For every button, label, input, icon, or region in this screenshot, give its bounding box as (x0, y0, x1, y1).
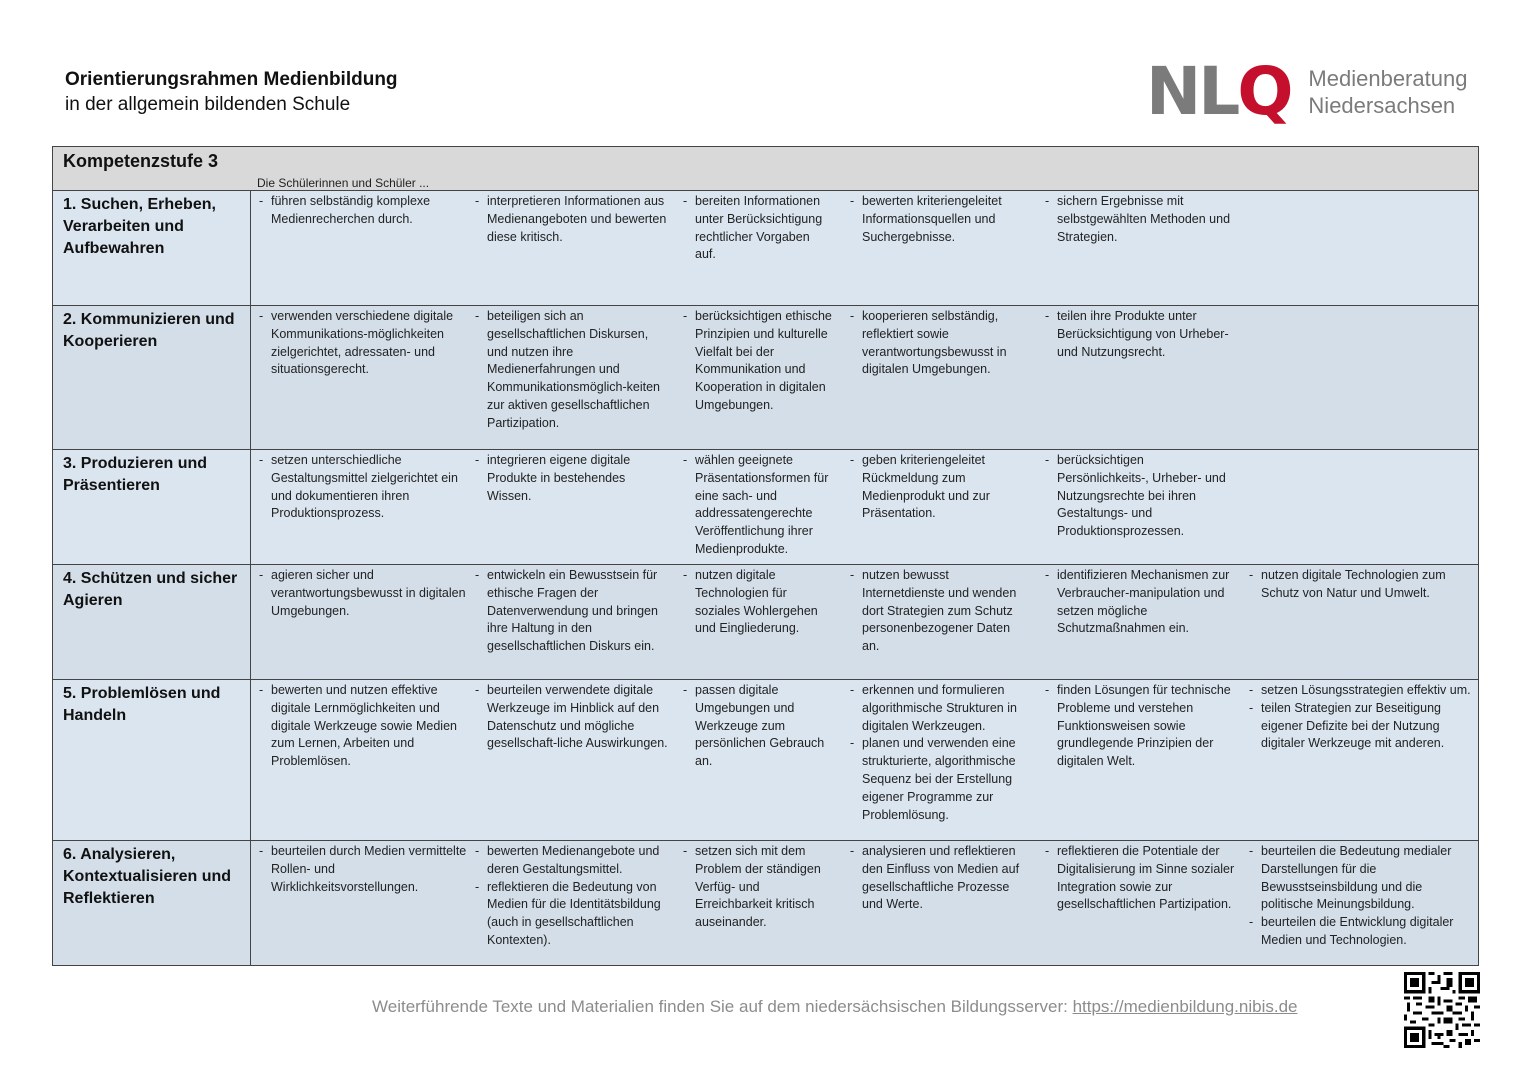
bullet-item: - integrieren eigene digitale Produkte in bestehendes Wissen. (475, 452, 671, 505)
table-cell (683, 567, 833, 638)
row-title: 4. Schützen und sicher Agieren (53, 565, 251, 679)
table-cell (683, 452, 833, 559)
row-title: 3. Produzieren und Präsentieren (53, 450, 251, 564)
table-cell (1045, 843, 1235, 914)
table-cell (259, 452, 469, 523)
bullet-item: - interpretieren Informationen aus Medienangeboten und bewerten diese kritisch. (475, 193, 671, 246)
competency-table (52, 146, 1479, 966)
bullet-item: - nutzen bewusst Internetdienste und wenden dort Strategien zum Schutz personenbezogener Daten an. (850, 567, 1030, 656)
bullet-item: - finden Lösungen für technische Probleme und verstehen Funktionsweisen sowie grundlegende Prinzipien der digitalen Welt. (1045, 682, 1235, 771)
logo-text-line2: Niedersachsen (1308, 93, 1456, 118)
logo-text (1308, 65, 1467, 119)
table-cell (850, 567, 1030, 656)
bullet-item: - agieren sicher und verantwortungsbewusst in digitalen Umgebungen. (259, 567, 469, 620)
table-cell (683, 682, 833, 771)
table-cell (475, 193, 671, 246)
logo-text-line1: Medienberatung (1308, 66, 1468, 91)
table-cell (1249, 843, 1475, 950)
bullet-item: - setzen Lösungsstrategien effektiv um. (1249, 682, 1475, 700)
table-header-row (53, 147, 1478, 191)
logo-letter-n: N (1146, 53, 1199, 130)
logo-letter-q: Q (1237, 53, 1291, 130)
table-row (53, 565, 1478, 680)
logo-letter-l: L (1198, 53, 1238, 130)
table-cell (1045, 308, 1235, 361)
table-cell (850, 308, 1030, 379)
bullet-item: - bereiten Informationen unter Berücksichtigung rechtlicher Vorgaben auf. (683, 193, 833, 264)
table-cell (683, 193, 833, 264)
bullet-item: - reflektieren die Potentiale der Digitalisierung im Sinne sozialer Integration sowie zur gesellschaftlichen Partizipation. (1045, 843, 1235, 914)
table-cell (850, 682, 1030, 824)
bullet-item: - bewerten Medienangebote und deren Gestaltungsmittel. (475, 843, 671, 879)
table-cell (1249, 567, 1475, 603)
bullet-item: - beteiligen sich an gesellschaftlichen Diskursen, und nutzen ihre Medienerfahrungen und Kommunikationsmöglich-keiten zur aktiven gesellschaftlichen Partizipation. (475, 308, 671, 433)
bullet-item: - beurteilen durch Medien vermittelte Rollen- und Wirklichkeitsvorstellungen. (259, 843, 469, 896)
row-title: 2. Kommunizieren und Kooperieren (53, 306, 251, 449)
bullet-item: - sichern Ergebnisse mit selbstgewählten Methoden und Strategien. (1045, 193, 1235, 246)
bullet-item: - analysieren und reflektieren den Einfluss von Medien auf gesellschaftliche Prozesse und Werte. (850, 843, 1030, 914)
table-cell (475, 843, 671, 950)
document-subtitle: in der allgemein bildenden Schule (65, 94, 351, 115)
bullet-item: - nutzen digitale Technologien für soziales Wohlergehen und Eingliederung. (683, 567, 833, 638)
nlq-logo-mark (1146, 53, 1291, 130)
table-cell (259, 567, 469, 620)
footer-text: Weiterführende Texte und Materialien finden Sie auf dem niedersächsischen Bildungsserver: (372, 997, 1073, 1016)
bullet-item: - berücksichtigen ethische Prinzipien und kulturelle Vielfalt bei der Kommunikation und Kooperation in digitalen Umgebungen. (683, 308, 833, 415)
document-header (65, 68, 398, 118)
row-title: 5. Problemlösen und Handeln (53, 680, 251, 840)
bullet-item: - berücksichtigen Persönlichkeits-, Urheber- und Nutzungsrechte bei ihren Gestaltungs- und Produktionsprozessen. (1045, 452, 1235, 541)
bullet-item: - passen digitale Umgebungen und Werkzeuge zum persönlichen Gebrauch an. (683, 682, 833, 771)
document-title: Orientierungsrahmen Medienbildung (65, 69, 398, 90)
bullet-item: - bewerten kriteriengeleitet Informationsquellen und Suchergebnisse. (850, 193, 1030, 246)
table-cell (850, 452, 1030, 523)
row-title: 1. Suchen, Erheben, Verarbeiten und Aufbewahren (53, 191, 251, 305)
table-row (53, 680, 1478, 841)
bullet-item: - erkennen und formulieren algorithmische Strukturen in digitalen Werkzeugen. (850, 682, 1030, 735)
table-row (53, 841, 1478, 965)
table-cell (475, 308, 671, 433)
table-cell (259, 308, 469, 379)
table-cell (475, 567, 671, 656)
table-cell (1249, 682, 1475, 753)
bullet-item: - nutzen digitale Technologien zum Schutz von Natur und Umwelt. (1249, 567, 1475, 603)
bullet-item: - bewerten und nutzen effektive digitale Lernmöglichkeiten und digitale Werkzeuge sowie Medien zum Lernen, Arbeiten und Problemlösen. (259, 682, 469, 771)
competency-level-title: Kompetenzstufe 3 (63, 151, 219, 171)
table-row (53, 306, 1478, 450)
table-cell (683, 843, 833, 932)
qr-code-icon (1404, 972, 1480, 1048)
bullet-item: - planen und verwenden eine strukturierte, algorithmische Sequenz bei der Erstellung eigener Programme zur Problemlösung. (850, 735, 1030, 824)
nlq-logo (1146, 53, 1468, 130)
table-cell (850, 193, 1030, 246)
table-cell (850, 843, 1030, 914)
table-cell (475, 452, 671, 505)
table-cell (259, 193, 469, 229)
lead-phrase: Die Schülerinnen und Schüler ... (257, 176, 430, 190)
bullet-item: - kooperieren selbständig, reflektiert sowie verantwortungsbewusst in digitalen Umgebungen. (850, 308, 1030, 379)
bullet-item: - setzen unterschiedliche Gestaltungsmittel zielgerichtet ein und dokumentieren ihren Produktionsprozess. (259, 452, 469, 523)
bullet-item: - beurteilen verwendete digitale Werkzeuge im Hinblick auf den Datenschutz und mögliche gesellschaft-liche Auswirkungen. (475, 682, 671, 753)
bullet-item: - verwenden verschiedene digitale Kommunikations-möglichkeiten zielgerichtet, adressaten- und situationsgerecht. (259, 308, 469, 379)
table-cell (1045, 452, 1235, 541)
table-cell (259, 682, 469, 771)
bullet-item: - beurteilen die Entwicklung digitaler Medien und Technologien. (1249, 914, 1475, 950)
table-cell (1045, 682, 1235, 771)
bullet-item: - wählen geeignete Präsentationsformen für eine sach- und addressatengerechte Veröffentlichung ihrer Medienprodukte. (683, 452, 833, 559)
table-cell (475, 682, 671, 753)
row-title: 6. Analysieren, Kontextualisieren und Reflektieren (53, 841, 251, 965)
table-cell (1045, 567, 1235, 638)
table-cell (683, 308, 833, 415)
table-row (53, 191, 1478, 306)
table-cell (1045, 193, 1235, 246)
bullet-item: - beurteilen die Bedeutung medialer Darstellungen für die Bewusstseinsbildung und die politische Meinungsbildung. (1249, 843, 1475, 914)
bullet-item: - setzen sich mit dem Problem der ständigen Verfüg- und Erreichbarkeit kritisch auseinander. (683, 843, 833, 932)
bullet-item: - führen selbständig komplexe Medienrecherchen durch. (259, 193, 469, 229)
bullet-item: - geben kriteriengeleitet Rückmeldung zum Medienprodukt und zur Präsentation. (850, 452, 1030, 523)
footer-note (372, 997, 1298, 1017)
table-cell (259, 843, 469, 896)
table-row (53, 450, 1478, 565)
bullet-item: - identifizieren Mechanismen zur Verbraucher-manipulation und setzen mögliche Schutzmaßnahmen ein. (1045, 567, 1235, 638)
bullet-item: - reflektieren die Bedeutung von Medien für die Identitätsbildung (auch in gesellschaftlichen Kontexten). (475, 879, 671, 950)
bildungsserver-link[interactable]: https://medienbildung.nibis.de (1072, 997, 1298, 1016)
bullet-item: - entwickeln ein Bewusstsein für ethische Fragen der Datenverwendung und bringen ihre Haltung in den gesellschaftlichen Diskurs ein. (475, 567, 671, 656)
bullet-item: - teilen ihre Produkte unter Berücksichtigung von Urheber- und Nutzungsrecht. (1045, 308, 1235, 361)
bullet-item: - teilen Strategien zur Beseitigung eigener Defizite bei der Nutzung digitaler Werkzeuge mit anderen. (1249, 700, 1475, 753)
